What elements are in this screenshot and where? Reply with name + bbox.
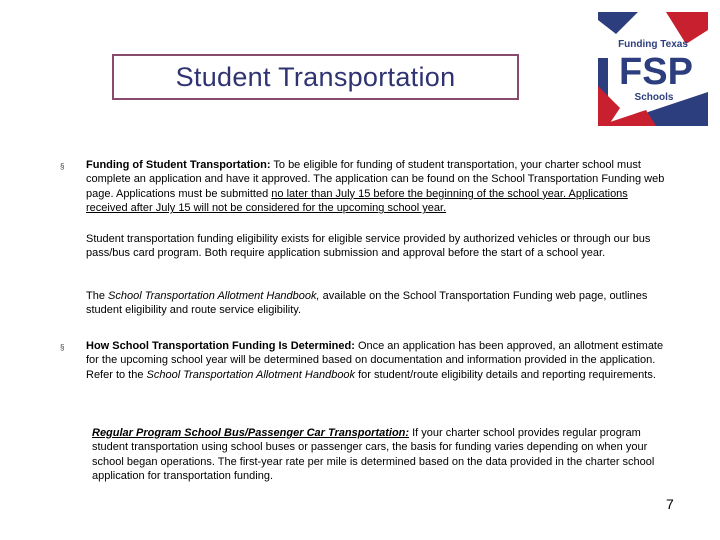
determination-text: Once an application has been approved, an allotment estimate for the upcoming school year will be determined based on documentation and information provided in the application. Refer to the bbox=[86, 340, 664, 381]
fsp-logo bbox=[598, 12, 708, 126]
handbook-suffix: available on the School Transportation Funding web page, outlines student eligibility and route service eligibility. bbox=[86, 290, 648, 317]
logo-bottom-text: Schools bbox=[634, 92, 674, 103]
slide-title: Student Transportation bbox=[175, 61, 456, 92]
page-number: 7 bbox=[666, 496, 674, 512]
funding-heading: Funding of Student Transportation: bbox=[86, 159, 271, 171]
bullet-marker: § bbox=[60, 343, 65, 352]
regular-program-paragraph bbox=[92, 426, 662, 484]
regular-program-text: If your charter school provides regular program student transportation using school buses or passenger cars, the basis for funding varies depending on when your school began operations. The first-year rate per mile is determined based on the data provided in the charter school application for transportation funding. bbox=[92, 427, 655, 483]
determination-paragraph bbox=[86, 339, 671, 382]
funding-text: To be eligible for funding of student transportation, your charter school must complete an application and have it approved. The application can be found on the School Transportation Funding web page. Applications must be submitted bbox=[86, 159, 665, 200]
bullet-marker: § bbox=[60, 162, 65, 171]
logo-main-text: FSP bbox=[619, 51, 693, 93]
eligibility-paragraph: Student transportation funding eligibility exists for eligible service provided by authorized vehicles or through our bus pass/bus card program. Both require application submission and approval before the start of a school year. bbox=[86, 233, 651, 260]
funding-paragraph bbox=[86, 158, 671, 216]
logo-navy-top-shape bbox=[598, 12, 638, 34]
handbook-prefix: The bbox=[86, 290, 109, 302]
determination-text-end: for student/route eligibility details and reporting requirements. bbox=[355, 368, 656, 381]
handbook-title-ref: School Transportation Allotment Handbook bbox=[146, 368, 356, 381]
deadline-text: no later than July 15 before the beginning of the school year. Applications received after July 15 will not be considered for the upcoming school year. bbox=[86, 187, 628, 215]
logo-top-text: Funding Texas bbox=[618, 39, 688, 50]
title-box bbox=[112, 54, 519, 100]
determination-heading: How School Transportation Funding Is Determined: bbox=[86, 340, 355, 352]
handbook-paragraph bbox=[86, 289, 671, 318]
handbook-title: School Transportation Allotment Handbook, bbox=[108, 290, 320, 302]
regular-program-heading: Regular Program School Bus/Passenger Car Transportation: bbox=[92, 427, 410, 439]
